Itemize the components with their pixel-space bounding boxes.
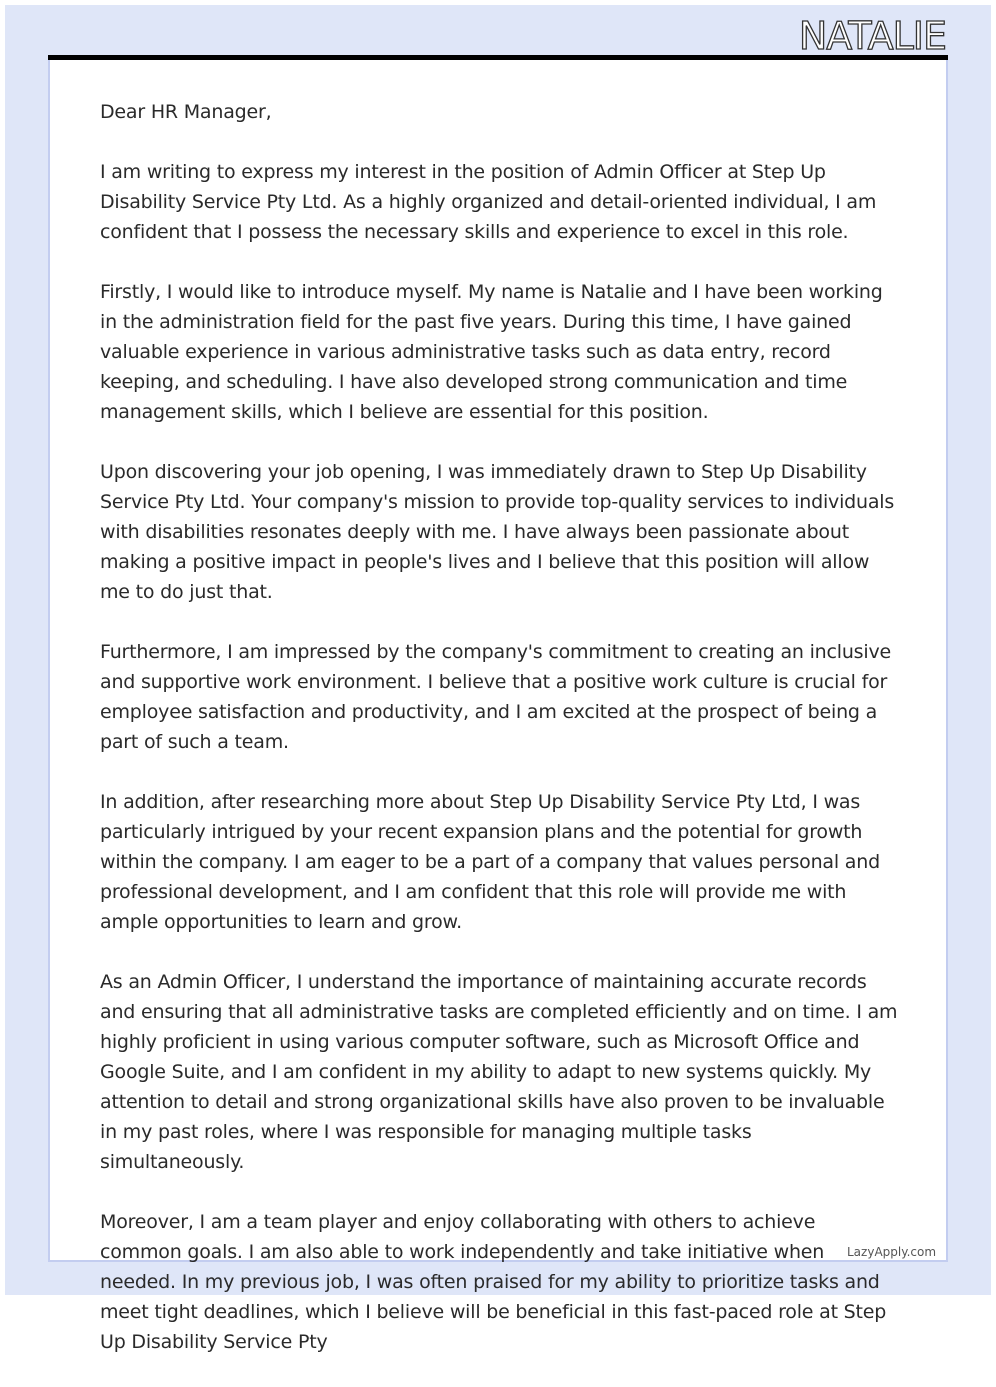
salutation: Dear HR Manager, <box>100 101 272 123</box>
paragraph-7: Moreover, I am a team player and enjoy collaborating with others to achieve common goals. I am also able to work independently and take initiative when needed. In my previous job, I was often praised for my ability to prioritize tasks and meet tight deadlines, which I believe will be beneficial in this fast-paced role at Step Up Disability Service Pty <box>100 1211 887 1353</box>
cover-letter-body <box>100 97 900 1387</box>
paragraph-3: Upon discovering your job opening, I was immediately drawn to Step Up Disability Service Pty Ltd. Your company's mission to provide top-quality services to individuals with disabilities resonates deeply with me. I have always been passionate about making a positive impact in people's lives and I believe that this position will allow me to do just that. <box>100 461 895 603</box>
paragraph-4: Furthermore, I am impressed by the company's commitment to creating an inclusive and supportive work environment. I believe that a positive work culture is crucial for employee satisfaction and productivity, and I am excited at the prospect of being a part of such a team. <box>100 641 891 753</box>
paragraph-2: Firstly, I would like to introduce myself. My name is Natalie and I have been working in the administration field for the past five years. During this time, I have gained valuable experience in various administrative tasks such as data entry, record keeping, and scheduling. I have also developed strong communication and time management skills, which I believe are essential for this position. <box>100 281 883 423</box>
watermark: LazyApply.com <box>847 1245 937 1259</box>
paragraph-6: As an Admin Officer, I understand the importance of maintaining accurate records and ensuring that all administrative tasks are completed efficiently and on time. I am highly proficient in using various computer software, such as Microsoft Office and Google Suite, and I am confident in my ability to adapt to new systems quickly. My attention to detail and strong organizational skills have also proven to be invaluable in my past roles, where I was responsible for managing multiple tasks simultaneously. <box>100 971 898 1173</box>
applicant-name: NATALIE <box>798 14 946 58</box>
paragraph-5: In addition, after researching more about Step Up Disability Service Pty Ltd, I was particularly intrigued by your recent expansion plans and the potential for growth within the company. I am eager to be a part of a company that values personal and professional development, and I am confident that this role will provide me with ample opportunities to learn and grow. <box>100 791 880 933</box>
paragraph-1: I am writing to express my interest in the position of Admin Officer at Step Up Disability Service Pty Ltd. As a highly organized and detail-oriented individual, I am confident that I possess the necessary skills and experience to excel in this role. <box>100 161 877 243</box>
